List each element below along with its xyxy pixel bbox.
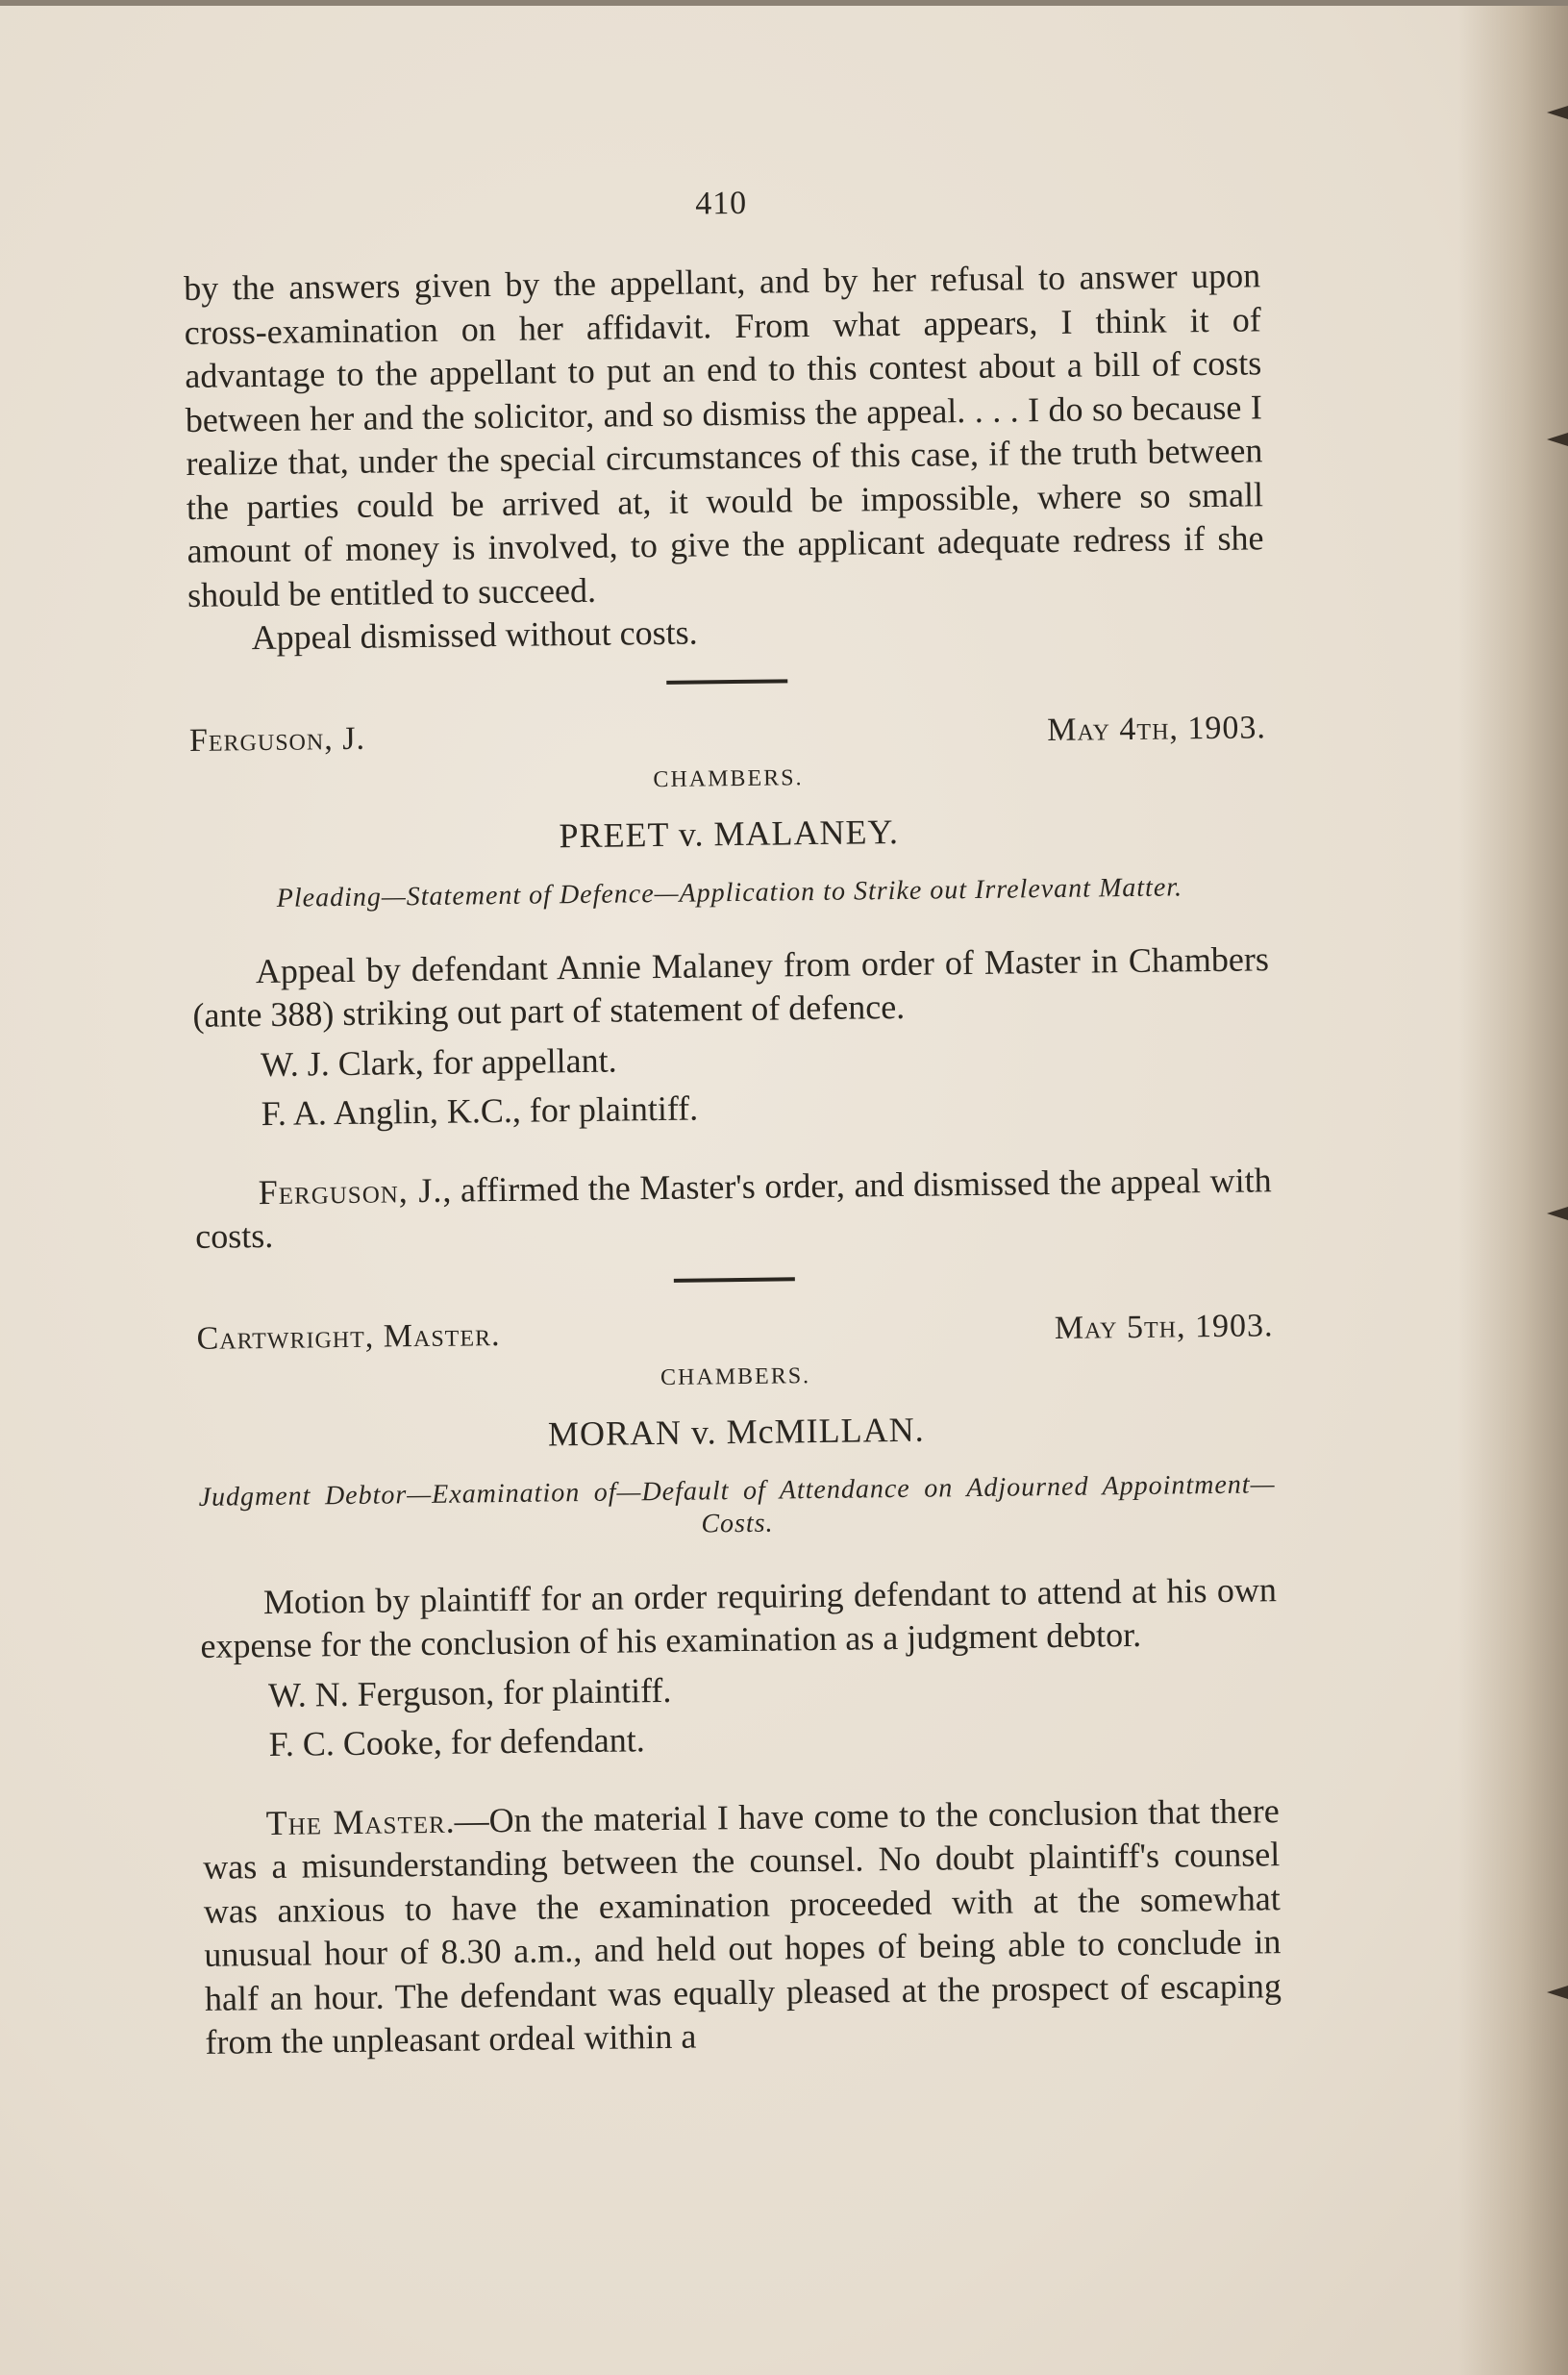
case1-counsel-plaintiff: F. A. Anglin, K.C., for plaintiff. [261,1088,699,1134]
case2-title: MORAN v. McMILLAN. [547,1410,925,1453]
case2-counsel-plaintiff: W. N. Ferguson, for plaintiff. [267,1670,672,1714]
page-top-edge [0,0,1568,6]
case1-judgment [194,1159,1272,1260]
page-edge-mark [1547,1207,1568,1220]
case2-counsel-defendant: F. C. Cooke, for defendant. [268,1720,645,1764]
intro-paragraph: by the answers given by the appellant, and by her refusal to answer upon cross-examination on her affidavit. From what appears, I think it of advantage to the appellant to put an end to this contest about a bill of costs between her and the solicitor, and so dismiss the appeal. . . . I do so because I realize that, under the special circumstances of this case, if the truth between the parties could be arrived at, it would be impossible, where so small amount of money is involved, to give the applicant adequate redress if she should be entitled to succeed. [183,256,1264,614]
case2-judgment [202,1789,1282,2065]
case1-title: PREET v. MALANEY. [559,812,900,855]
case2-judgment-text: .—On the material I have come to the conclusion that there was a misunderstanding between the counsel. No doubt plaintiff's counsel was anxious to have the examination proceeded with at the somewhat unusual hour of 8.30 a.m., and held out hopes of being able to conclude in half an hour. The defendant was equally pleased at the prospect of escaping from the unpleasant ordeal within a [203,1790,1282,2062]
page-content [183,179,1282,2064]
case2-date: May 5th, 1903. [1054,1307,1274,1346]
page-number: 410 [694,185,748,222]
case1-judgment-text: , affirmed the Master's order, and dismissed the appeal with costs. [195,1160,1272,1256]
case2-court: CHAMBERS. [660,1362,811,1390]
section-divider [674,1277,795,1283]
page-edge-mark [1547,433,1568,446]
intro-disposition: Appeal dismissed without costs. [251,612,698,658]
case1-court: CHAMBERS. [653,764,804,792]
case2-motion: Motion by plaintiff for an order requiring defendant to attend at his own expense for the conclusion of his examination as a judgment debtor. [200,1569,1278,1665]
case2-judge: Cartwright, Master. [196,1316,501,1357]
page-edge-mark [1547,106,1568,119]
case2-judgment-name: The Master [265,1801,446,1842]
case1-header [189,710,1266,760]
case1-counsel-appellant: W. J. Clark, for appellant. [260,1040,617,1084]
case1-headnote: Pleading—Statement of Defence—Application to Strike out Irrelevant Matter. [276,871,1183,913]
case1-motion: Appeal by defendant Annie Malaney from order of Master in Chambers (ante 388) striking out part of statement of defence. [192,938,1270,1035]
case2-headnote: Judgment Debtor—Examination of—Default of Attendance on Adjourned Appointment—Costs. [198,1468,1276,1539]
page-edge-mark [1547,1986,1568,1999]
case2-header [196,1308,1273,1358]
case1-judgment-name: Ferguson, J. [258,1170,443,1212]
case1-judge: Ferguson, J. [188,720,366,759]
section-divider [666,679,787,685]
case1-date: May 4th, 1903. [1046,709,1267,748]
